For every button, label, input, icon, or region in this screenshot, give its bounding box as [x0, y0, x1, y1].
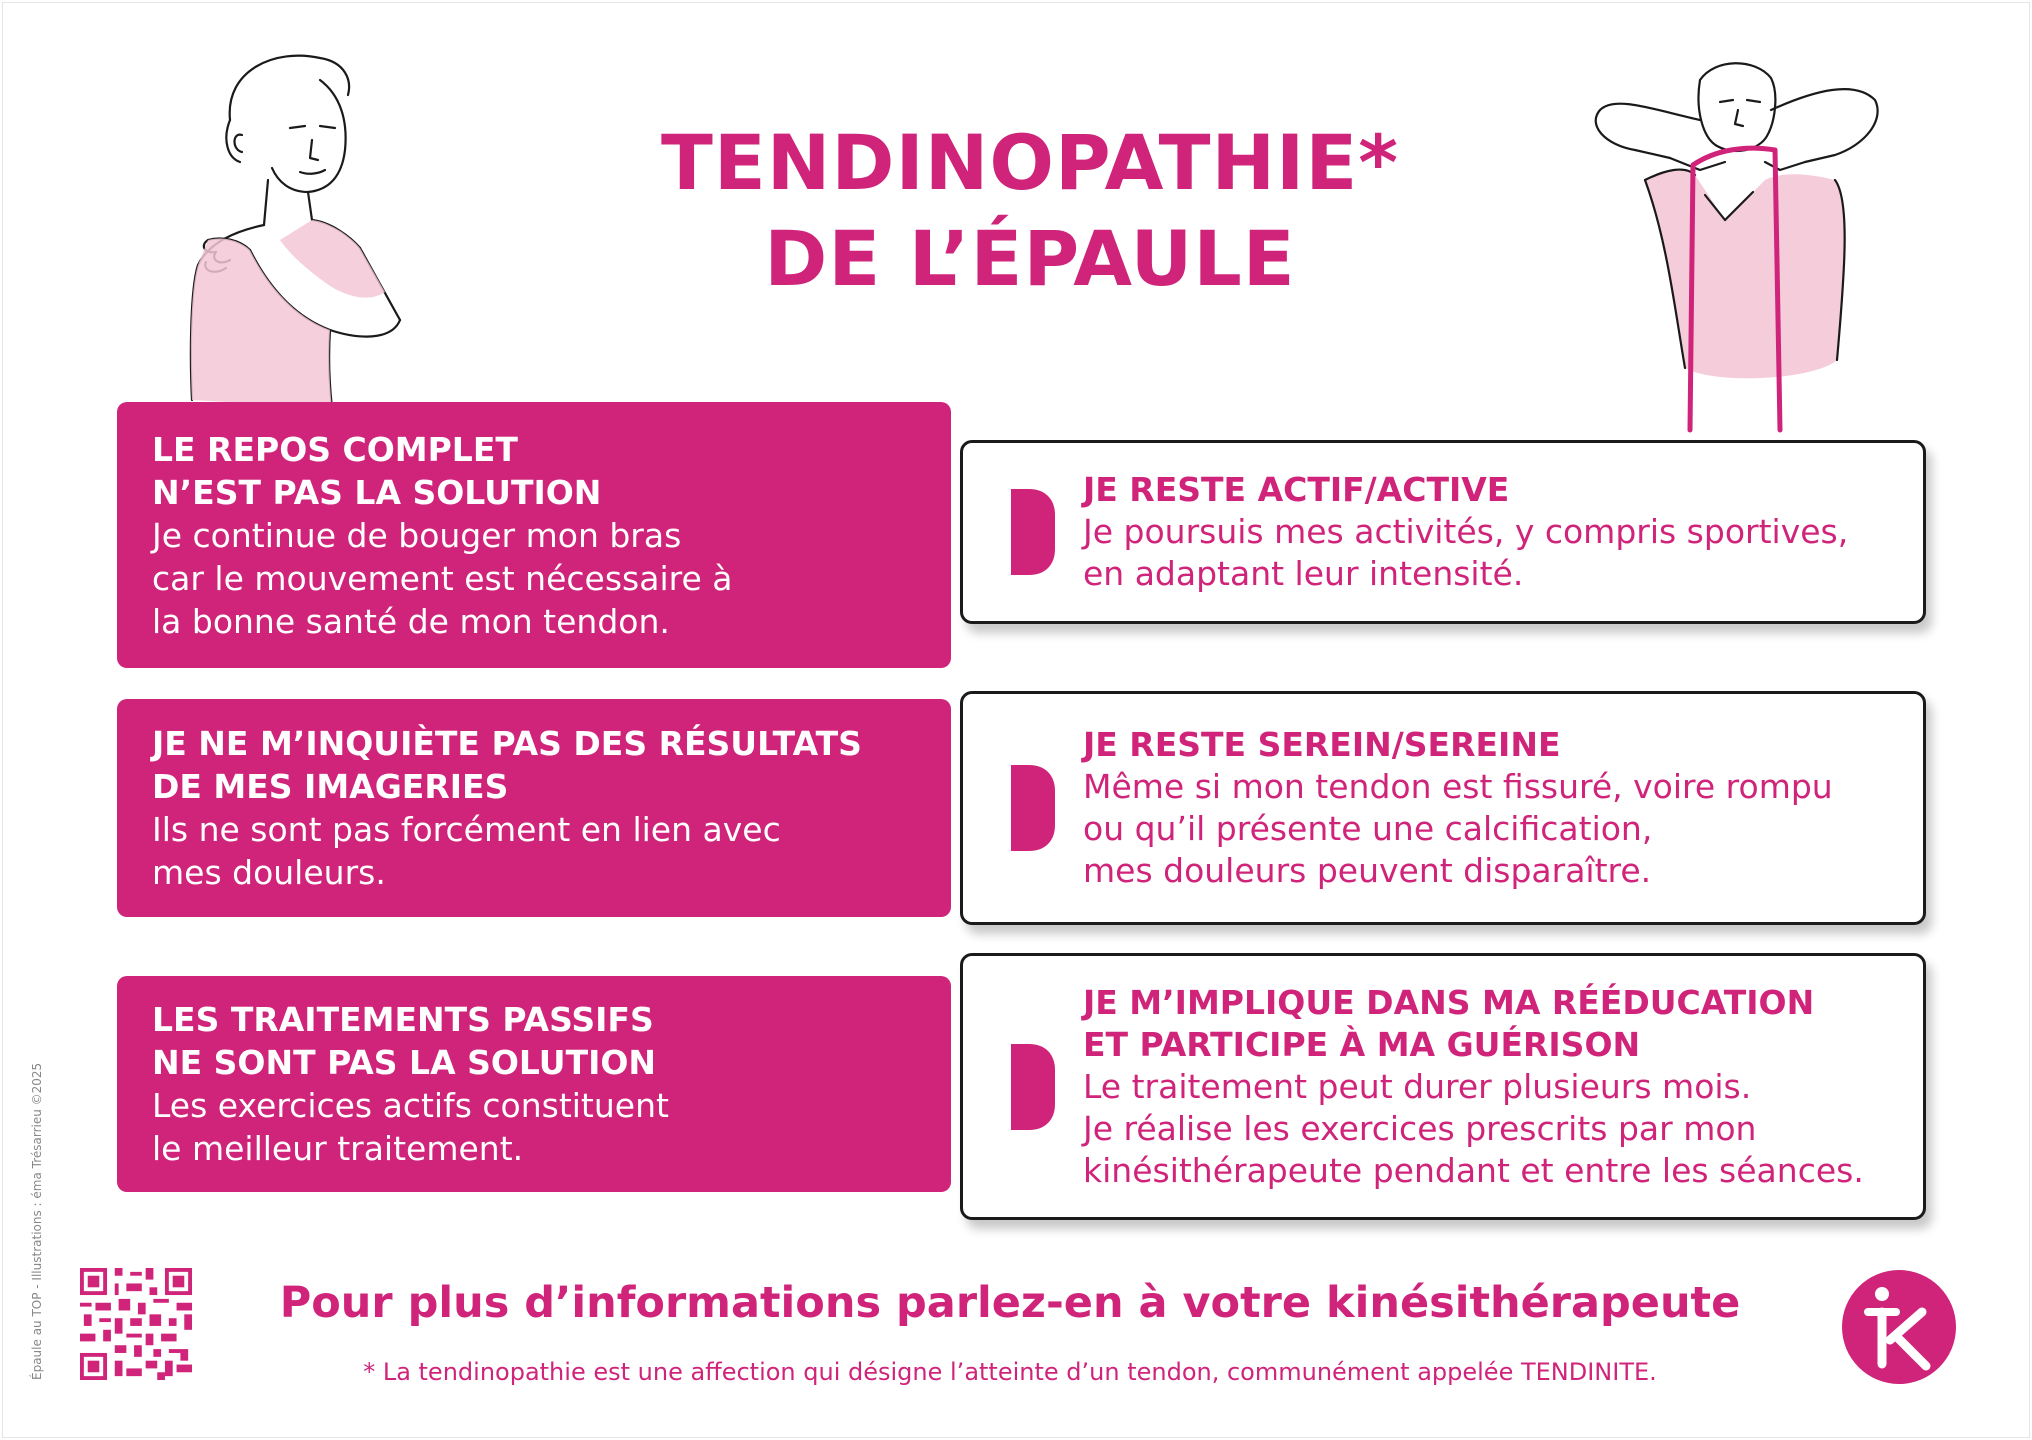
card-heading-line-1: LES TRAITEMENTS PASSIFS [152, 1000, 654, 1039]
card-body-line-2: ou qu’il présente une calcification, [1083, 809, 1653, 848]
tab-marker-icon [1011, 489, 1055, 575]
card-reste-serein [960, 691, 1926, 925]
woman-shoulder-pain-illustration [180, 40, 460, 410]
card-repos-complet [117, 402, 951, 668]
card-body-line-1: Le traitement peut durer plusieurs mois. [1083, 1066, 1752, 1106]
card-body-line-1: Les exercices actifs constituent [152, 1086, 669, 1125]
card-reste-actif [960, 440, 1926, 624]
card-body-line-2: en adaptant leur intensité. [1083, 554, 1524, 593]
tab-marker-icon [1011, 1044, 1055, 1130]
card-heading-line-2: NE SONT PAS LA SOLUTION [152, 1043, 657, 1082]
card-heading-line-1: JE M’IMPLIQUE DANS MA RÉÉDUCATION [1083, 982, 1815, 1022]
footer-cta: Pour plus d’informations parlez-en à votre kinésithérapeute [279, 1278, 1741, 1328]
man-resistance-band-illustration [1575, 50, 1885, 440]
tab-marker-icon [1011, 765, 1055, 851]
card-body-line-1: Ils ne sont pas forcément en lien avec [152, 810, 781, 849]
card-heading-line-2: ET PARTICIPE À MA GUÉRISON [1083, 1024, 1641, 1064]
qr-code-icon[interactable] [80, 1268, 192, 1380]
card-heading-line-1: JE RESTE ACTIF/ACTIVE [1083, 470, 1510, 509]
card-body-line-2: Je réalise les exercices prescrits par mon [1083, 1108, 1757, 1148]
footnote: * La tendinopathie est une affection qui désigne l’atteinte d’un tendon, communément appelée TENDINITE. [363, 1358, 1657, 1386]
card-heading-line-1: JE RESTE SEREIN/SEREINE [1083, 725, 1561, 764]
card-body-line-1: Même si mon tendon est fissuré, voire rompu [1083, 767, 1833, 806]
page-title [600, 115, 1460, 307]
card-heading-line-2: DE MES IMAGERIES [152, 767, 509, 806]
card-imageries [117, 699, 951, 917]
title-line-1: TENDINOPATHIE* [661, 118, 1399, 207]
card-body-line-1: Je continue de bouger mon bras [152, 515, 682, 555]
card-implique-reeducation [960, 953, 1926, 1220]
card-body-line-2: car le mouvement est nécessaire à [152, 558, 733, 598]
card-body-line-2: le meilleur traitement. [152, 1129, 524, 1168]
card-heading-line-2: N’EST PAS LA SOLUTION [152, 472, 602, 512]
card-body-line-1: Je poursuis mes activités, y compris sportives, [1083, 512, 1849, 551]
card-body-line-3: la bonne santé de mon tendon. [152, 601, 670, 641]
illustration-credit: Épaule au TOP - Illustrations : éma Trésarrieu ©2025 [30, 1062, 44, 1380]
card-body-line-3: kinésithérapeute pendant et entre les séances. [1083, 1150, 1864, 1190]
card-heading-line-1: JE NE M’INQUIÈTE PAS DES RÉSULTATS [152, 724, 862, 763]
card-heading-line-1: LE REPOS COMPLET [152, 429, 518, 469]
card-body-line-3: mes douleurs peuvent disparaître. [1083, 851, 1652, 890]
k-logo-icon [1840, 1268, 1958, 1386]
card-body-line-2: mes douleurs. [152, 853, 386, 892]
title-line-2: DE L’ÉPAULE [764, 214, 1296, 303]
card-traitements-passifs [117, 976, 951, 1192]
